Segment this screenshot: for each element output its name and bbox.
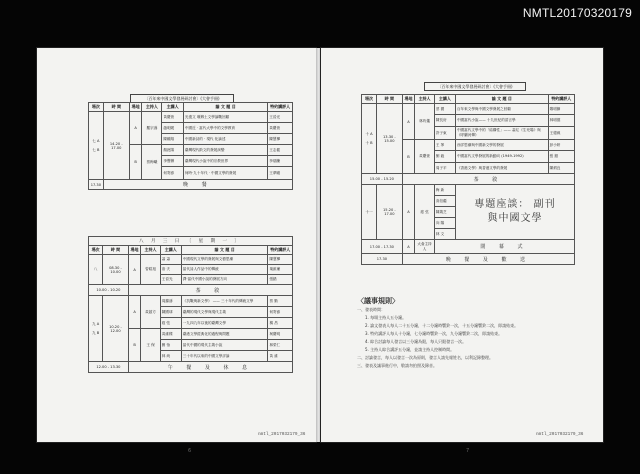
paper-title: 何時·九十年代 · 中國文學的發展 xyxy=(183,167,267,180)
speaker: 陳鵬翔 xyxy=(162,134,184,145)
discussant: 黃慶萱 xyxy=(268,123,293,134)
col-speaker: 主講人 xyxy=(162,103,184,112)
paper-title: 臺港文學經典化的過程與問題 xyxy=(181,329,268,340)
paper-title: 百年來文學與中國文學發展之回顧 xyxy=(455,104,548,115)
break-label: 茶 敘 xyxy=(402,174,574,185)
speaker: 陳國球 xyxy=(160,307,181,318)
discussant: 王晉光 xyxy=(268,112,293,123)
speaker: 陳長房 xyxy=(434,115,455,127)
right-archive-stamp: nmtl_2017032179_36 xyxy=(536,432,584,437)
session-chair: 瘂 弦 xyxy=(415,185,435,240)
discussant: 黃 維 xyxy=(268,351,293,362)
speaker: 洛 夫 xyxy=(160,265,181,275)
table-row xyxy=(362,240,575,254)
speaker: 林 文 xyxy=(434,229,455,240)
break-label: 閉 幕 式 xyxy=(434,240,574,254)
session-room: B xyxy=(129,145,142,180)
paper-title: 中國當代小說—— 十九世紀的語言學 xyxy=(455,115,548,127)
break-label: 晚 餐 及 歡 送 xyxy=(402,254,574,265)
paper-title: 《香港文學》與香港文學的發展 xyxy=(455,163,548,174)
speaker: 瘂 弦 xyxy=(160,318,181,329)
forum-title: 專題座談： 副刊與中國文學 xyxy=(474,199,556,224)
session-room: A xyxy=(128,296,141,329)
col-discussant: 特約講評人 xyxy=(268,103,293,112)
col-time: 時 間 xyxy=(376,95,402,104)
speaker: 劉 毅 xyxy=(434,151,455,163)
table-row xyxy=(362,254,575,265)
speaker: 劉 怡 xyxy=(160,340,181,351)
rules-line: 5. 主持人綜合講評五分鐘，並請主持人控制時間。 xyxy=(365,347,455,352)
left-page-header: 〔百年來中國文學發展研討會〕(大會手冊) xyxy=(130,94,234,103)
session-room: A xyxy=(129,112,142,145)
paper-title: 臺灣現代散文的發展演變 xyxy=(183,145,267,156)
speaker: 李豐楙 xyxy=(162,156,184,167)
col-chair: 主持人 xyxy=(141,246,161,255)
session-room: B xyxy=(402,140,415,174)
rules-section xyxy=(357,296,587,370)
session-time: 13.30 - 15.00 xyxy=(376,104,402,174)
paper-title: 當代詩人作品中的傳統 xyxy=(181,265,268,275)
rules-line: 3. 特約講評人每人十分鐘，七分鐘時響鈴一次，九分鐘響鈴二次，即請結束。 xyxy=(365,331,503,336)
col-session: 場次 xyxy=(89,246,103,255)
table-row xyxy=(89,362,293,373)
speaker: 林 尚 xyxy=(160,351,181,362)
col-room: 場地 xyxy=(128,246,141,255)
break-time: 12.00 - 13.30 xyxy=(89,362,129,373)
paper-title: 光復文 壇鄉土文學論戰回顧 xyxy=(183,112,267,123)
discussant: 王德威 xyxy=(548,127,574,140)
col-chair: 主持人 xyxy=(415,95,435,104)
day-title: 八 月 三 日 〔 星 期 一 〕 xyxy=(89,237,293,246)
discussant: 何寄澎 xyxy=(268,307,293,318)
col-speaker: 主講人 xyxy=(160,246,181,255)
discussant: 林榮仁 xyxy=(268,340,293,351)
paper-title: 西洋思潮與中國新文學的發展 xyxy=(455,140,548,151)
paper-title: 臺灣的現代文學與現代主義 xyxy=(181,307,268,318)
session-number: 九 A 九 B xyxy=(89,296,103,362)
left-page-number: 6 xyxy=(188,448,192,454)
paper-title: 三十年代以來的中國文學評論 xyxy=(181,351,268,362)
col-session: 場次 xyxy=(362,95,377,104)
col-speaker: 主講人 xyxy=(434,95,455,104)
session-room: A xyxy=(128,255,141,285)
session-room: A xyxy=(402,185,415,240)
speaker: 顏崑陽 xyxy=(162,145,184,156)
speaker: 梅 新 xyxy=(434,185,455,196)
session-chair: 王 保 xyxy=(141,329,161,362)
speaker: 蕭 蕭 xyxy=(160,255,181,265)
table-row xyxy=(362,104,575,115)
break-label: 茶 敘 xyxy=(128,285,292,296)
session-chair: 林玫儀 xyxy=(415,104,435,140)
session-chair: 黃慶萱 xyxy=(415,140,435,174)
paper-title: 中國當代文學中的「結構性」—— 蕭紅《生死場》與《呼蘭河傳》 xyxy=(455,127,548,140)
rules-title: 〈議事規則〉 xyxy=(357,297,399,305)
rules-line: 二、討論發言，每人以發言一次為原則，發言人請先報姓名，以利記錄整理。 xyxy=(357,355,493,360)
speaker: 趙明媛 xyxy=(162,123,184,134)
discussant: 彭小妍 xyxy=(548,140,574,151)
left-archive-stamp: nmtl_2017032179_36 xyxy=(258,432,306,437)
session-chair: 黃啟方 xyxy=(141,296,161,329)
session-time: 10.20 - 12.00 xyxy=(103,296,129,362)
speaker: 周錦濤 xyxy=(160,296,181,307)
paper-title: 中國近 · 當代大學中的文學教育 xyxy=(183,123,267,134)
discussant: 王志健 xyxy=(268,145,293,156)
discussant: 李瑞騰 xyxy=(268,156,293,167)
rules-line: 4. 綜合討論每人發言以三分鐘為限，每人只限發言一次。 xyxy=(365,339,467,344)
paper-title: 中國現代文學的發展與文藝思潮 xyxy=(181,255,268,265)
forum-title-cell xyxy=(455,185,574,240)
break-label: 晚 餐 xyxy=(103,180,292,190)
left-schedule-table-1 xyxy=(88,102,293,190)
discussant: 鄭明娳 xyxy=(548,104,574,115)
col-title: 論 文 題 目 xyxy=(181,246,268,255)
speaker: 蔡 國 xyxy=(434,104,455,115)
discussant: 張 錯 xyxy=(548,151,574,163)
break-time: 10.00 - 10.20 xyxy=(89,285,129,296)
discussant: 張錯 xyxy=(268,275,293,285)
session-chair: 蔡梅曦 xyxy=(142,145,162,180)
rules-line: 一、發表時間： xyxy=(357,307,385,312)
col-discussant: 特約講評人 xyxy=(548,95,574,104)
col-discussant: 特約講評人 xyxy=(268,246,293,255)
discussant: 柯慶明 xyxy=(268,329,293,340)
speaker: 陳義芝 xyxy=(434,207,455,218)
table-row xyxy=(89,112,293,123)
paper-title: 《抗戰與新文學》 —— 三十年代的傳統文學 xyxy=(181,296,268,307)
session-time: 08.30 - 10.00 xyxy=(103,255,129,285)
discussant: 葉維廉 xyxy=(268,265,293,275)
col-session: 場次 xyxy=(89,103,104,112)
discussant: 楊 昌 xyxy=(268,318,293,329)
speaker: 王 寧 xyxy=(434,140,455,151)
speaker: 周子平 xyxy=(434,163,455,174)
paper-title: 中國當代文學發展的新動向 (1949-1992) xyxy=(455,151,548,163)
session-room: B xyxy=(128,329,141,362)
col-room: 場地 xyxy=(402,95,415,104)
break-time: 17.30 xyxy=(362,254,403,265)
rules-line: 三、發表及議事進行中，敬請勿拍照及錄音。 xyxy=(357,363,437,368)
table-row xyxy=(89,285,293,296)
col-time: 時 間 xyxy=(103,246,129,255)
speaker: 向 陽 xyxy=(434,218,455,229)
session-room: A xyxy=(402,104,415,140)
paper-title: 中國新詩的 · 現代 化論述 xyxy=(183,134,267,145)
speaker: 何寄澎 xyxy=(162,167,184,180)
table-row xyxy=(89,255,293,265)
speaker: 許子東 xyxy=(434,127,455,140)
right-schedule-table xyxy=(361,94,575,265)
rules-line: 2. 論文發表人每人二十五分鐘，十二分鐘時響鈴一次，十五分鐘響鈴二次，即請結束。 xyxy=(365,323,519,328)
discussant: 林明德 xyxy=(548,115,574,127)
speaker: 黃維樑 xyxy=(160,329,181,340)
paper-title: 譯·當代中國小說的發展方向 xyxy=(181,275,268,285)
discussant: 蔡 勤 xyxy=(268,296,293,307)
discussant: 王夢鷗 xyxy=(268,167,293,180)
right-page-header: 〔百年來中國文學發展研討會〕(大會手冊) xyxy=(424,82,526,91)
col-room: 場地 xyxy=(129,103,142,112)
table-row xyxy=(362,185,575,196)
session-chair: 大會主持人 xyxy=(415,240,435,254)
session-number: 十 A 十 B xyxy=(362,104,377,174)
catalog-id: NMTL20170320179 xyxy=(522,6,632,20)
paper-title: 一九四九年以後的臺灣文學 xyxy=(181,318,268,329)
session-chair: 曾昭旭 xyxy=(141,255,161,285)
session-time: 15.20 - 17.00 xyxy=(376,185,402,240)
rules-line: 1. 每場主持人五分鐘。 xyxy=(365,315,407,320)
col-chair: 主持人 xyxy=(142,103,162,112)
paper-title: 當代中國的現代主義小說 xyxy=(181,340,268,351)
session-number: 十一 xyxy=(362,185,377,240)
session-number: 八 xyxy=(89,255,103,285)
col-time: 時 間 xyxy=(103,103,129,112)
speaker: 高信疆 xyxy=(434,196,455,207)
speaker: 黃慶萱 xyxy=(162,112,184,123)
session-number: 七 A 七 B xyxy=(89,112,104,180)
table-row xyxy=(89,296,293,307)
col-title: 論 文 題 目 xyxy=(455,95,548,104)
speaker: 王晉光 xyxy=(160,275,181,285)
table-row xyxy=(89,180,293,190)
session-time: 14.20 - 17.00 xyxy=(103,112,129,180)
session-chair: 羅宗濤 xyxy=(142,112,162,145)
discussant: 陳慧樺 xyxy=(268,134,293,145)
break-time: 15.00 - 15.20 xyxy=(362,174,403,185)
col-title: 論 文 題 目 xyxy=(183,103,267,112)
session-room: A xyxy=(402,240,415,254)
break-label: 午 餐 及 休 息 xyxy=(128,362,292,373)
right-page-number: 7 xyxy=(466,448,470,454)
break-time: 17.00 - 17.30 xyxy=(362,240,403,254)
table-row xyxy=(362,174,575,185)
discussant: 陳慧樺 xyxy=(268,255,293,265)
discussant: 陳炳良 xyxy=(548,163,574,174)
break-time: 17.30 xyxy=(89,180,104,190)
left-schedule-table-2 xyxy=(88,236,293,373)
paper-title: 臺灣現代小說中的宗教世界 xyxy=(183,156,267,167)
